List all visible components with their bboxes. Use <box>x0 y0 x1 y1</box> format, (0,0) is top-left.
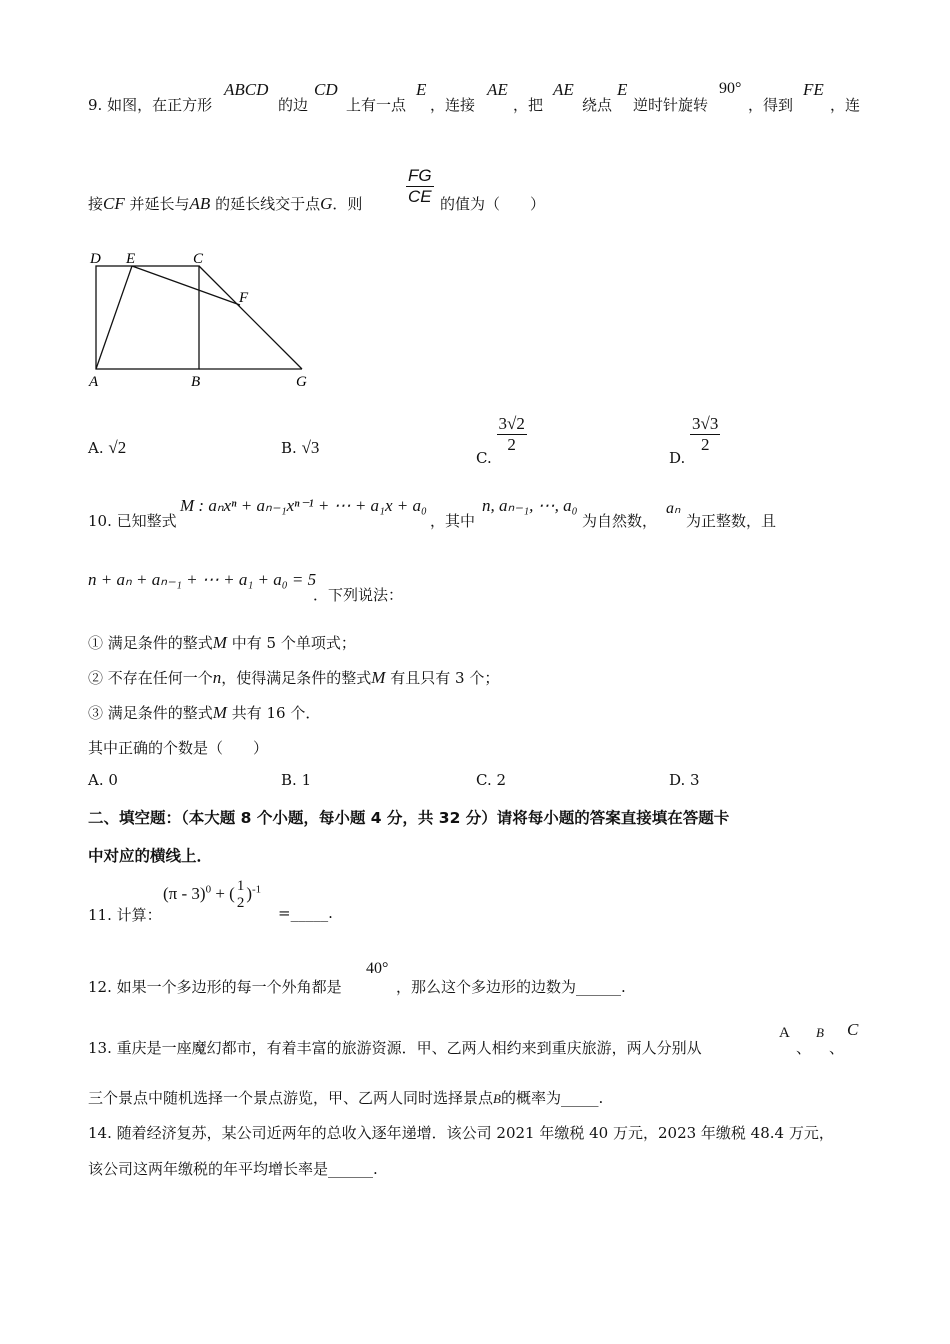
q10-statement-3 <box>88 702 320 723</box>
q10-an: aₙ <box>666 500 681 517</box>
option-num: 3√3 <box>692 414 719 433</box>
q9-AE-2: AE <box>553 80 574 99</box>
label-G: G <box>296 374 307 390</box>
q9-line1 <box>88 94 212 115</box>
q9-ABCD: ABCD <box>224 80 269 99</box>
q9-text: ，连接 <box>430 96 476 114</box>
q13-line1 <box>88 1037 702 1058</box>
q9-text: 逆时针旋转 <box>633 96 709 114</box>
q9-option-d[interactable] <box>669 414 720 467</box>
q9-number: 9. <box>88 96 103 114</box>
q9-CD: CD <box>314 80 338 99</box>
q9-AE: AE <box>487 80 508 99</box>
q10-option-c[interactable] <box>476 771 506 789</box>
q9-text: 的延长线交于点 <box>215 195 321 213</box>
q13-point-B: B <box>493 1091 501 1106</box>
q14-line2[interactable]: 该公司这两年缴税的年平均增长率是______. <box>88 1160 378 1178</box>
option-value: 2 <box>496 771 507 789</box>
label-B: B <box>191 374 201 390</box>
option-label: B. <box>281 771 297 789</box>
label-F: F <box>239 290 249 306</box>
q10-n: n <box>212 668 222 687</box>
q14-line1 <box>88 1122 834 1143</box>
q10-text: 为自然数， <box>582 512 658 530</box>
square-abcd <box>96 266 199 369</box>
q13-answer-blank[interactable]: 的概率为_____. <box>500 1089 604 1107</box>
q9-figure <box>80 245 320 395</box>
option-den: 2 <box>700 435 710 454</box>
q9-fraction <box>406 166 434 207</box>
option-value: 3 <box>690 771 700 789</box>
q13-text: 重庆是一座魔幻都市，有着丰富的旅游资源．甲、乙两人相约来到重庆旅游，两人分别从 <box>116 1039 702 1057</box>
q10-text: ，使得满足条件的整式 <box>221 669 372 687</box>
q9-frac-num: FG <box>406 166 434 187</box>
q9-text: 上有一点 <box>346 96 407 114</box>
label-D: D <box>90 251 101 267</box>
q12-line <box>88 976 342 997</box>
q9-text: 接 <box>88 195 104 213</box>
q11-answer-blank[interactable]: =_____. <box>278 904 333 922</box>
q9-text: ，把 <box>513 96 544 114</box>
q9-text: 的值为（ ） <box>440 195 546 213</box>
q9-CF: CF <box>103 194 125 213</box>
q11-exp: -1 <box>252 883 262 896</box>
q14-text: 随着经济复苏，某公司近两年的总收入逐年递增．该公司 2021 年缴税 40 万元，2023 年缴税 48.4 万元， <box>116 1124 834 1142</box>
option-label: D. <box>669 771 686 789</box>
q13-text: 三个景点中随机选择一个景点游览，甲、乙两人同时选择景点 <box>88 1089 494 1107</box>
q13-point-C: C <box>847 1020 859 1039</box>
q10-polynomial: M : aₙxⁿ + aₙ₋₁xⁿ⁻¹ + ⋯ + a₁x + a₀ <box>180 496 427 515</box>
q13-sep: 、 <box>796 1039 812 1057</box>
q12-text-b[interactable]: ，那么这个多边形的边数为______. <box>396 978 626 996</box>
q10-text: ② 不存在任何一个 <box>88 669 213 687</box>
option-label: C. <box>476 448 492 467</box>
q11-expr: (π - 3) <box>163 883 206 903</box>
q9-line2 <box>88 193 362 214</box>
q10-statement-1 <box>88 632 356 653</box>
q9-text: 的边 <box>278 96 309 114</box>
q10-text: 有且只有 3 个； <box>390 669 500 687</box>
q12-text: 如果一个多边形的每一个外角都是 <box>116 978 342 996</box>
q9-option-c[interactable] <box>476 414 527 467</box>
q11-frac-num: 1 <box>236 878 245 894</box>
segment-ef <box>132 266 240 305</box>
q13-point-B: B <box>816 1025 824 1040</box>
q11-exp: 0 <box>205 883 212 896</box>
q10-M: M <box>371 668 386 687</box>
q10-option-b[interactable] <box>281 771 311 789</box>
q10-text: 已知整式 <box>116 512 177 530</box>
q10-question: 其中正确的个数是（ ） <box>88 739 269 757</box>
section2-heading-line2: 中对应的横线上． <box>88 847 213 865</box>
label-E: E <box>126 251 136 267</box>
q13-line2 <box>88 1087 603 1108</box>
q10-statement-2 <box>88 667 499 688</box>
q14-number: 14. <box>88 1124 112 1142</box>
q9-FE: FE <box>803 80 824 99</box>
q10-text: ① 满足条件的整式 <box>88 634 213 652</box>
q10-number: 10. <box>88 512 112 530</box>
q10-option-d[interactable] <box>669 771 700 789</box>
option-label: D. <box>669 448 686 467</box>
section2-heading-line1: 二、填空题：（本大题 8 个小题，每小题 4 分，共 32 分）请将每小题的答案直接填在答题卡 <box>88 809 730 827</box>
q11-expression <box>163 878 261 912</box>
option-num: 3√2 <box>498 414 525 433</box>
option-value: 1 <box>301 771 312 789</box>
q11-frac-den: 2 <box>236 895 245 911</box>
q9-E-2: E <box>617 80 628 99</box>
q11-expr: + ( <box>211 883 235 903</box>
segment-ae <box>96 266 132 369</box>
q10-condition: n + aₙ + aₙ₋₁ + ⋯ + a₁ + a₀ = 5 <box>88 570 317 589</box>
q9-AB: AB <box>189 194 211 213</box>
q10-text: ．下列说法： <box>313 586 404 604</box>
q9-text: 并延长与 <box>129 195 190 213</box>
q10-M: M <box>212 703 227 722</box>
q9-angle: 90° <box>719 80 742 97</box>
q9-text: 如图，在正方形 <box>107 96 213 114</box>
q10-line1 <box>88 510 177 531</box>
label-C: C <box>193 251 204 267</box>
option-label: B. <box>281 439 297 457</box>
q9-text: ．则 <box>332 195 363 213</box>
option-value: 0 <box>108 771 118 789</box>
q9-frac-den: CE <box>408 187 432 206</box>
q10-text: ，其中 <box>430 512 476 530</box>
q11-text: 计算： <box>116 906 162 924</box>
q9-option-a[interactable] <box>88 438 126 458</box>
option-label: A. <box>88 439 104 457</box>
q10-M: M <box>212 633 227 652</box>
q9-G: G <box>320 194 333 213</box>
q12-number: 12. <box>88 978 112 996</box>
option-label: C. <box>476 771 492 789</box>
q9-text: ，得到 <box>748 96 794 114</box>
option-den: 2 <box>507 435 516 454</box>
q11-number: 11. <box>88 906 112 924</box>
q9-text: ，连 <box>830 96 861 114</box>
q11-line <box>88 904 162 925</box>
q10-text: ③ 满足条件的整式 <box>88 704 213 722</box>
q10-text: 中有 5 个单项式； <box>231 634 356 652</box>
q9-E: E <box>416 80 427 99</box>
q11-expr: ) <box>246 883 252 903</box>
q10-text: 为正整数，且 <box>686 512 777 530</box>
q9-option-b[interactable] <box>281 438 319 458</box>
q12-angle: 40° <box>366 960 389 977</box>
option-value: √3 <box>301 438 320 457</box>
q13-point-A: A <box>779 1025 790 1041</box>
label-A: A <box>89 374 99 390</box>
q13-number: 13. <box>88 1039 112 1057</box>
segment-cg <box>199 266 302 369</box>
q10-vars: n, aₙ₋₁, ⋯, a₀ <box>482 496 578 515</box>
q10-text: 共有 16 个． <box>231 704 321 722</box>
q13-sep: 、 <box>829 1039 845 1057</box>
q9-text: 绕点 <box>582 96 613 114</box>
q10-option-a[interactable] <box>88 771 118 789</box>
option-value: √2 <box>108 438 127 457</box>
option-label: A. <box>88 771 104 789</box>
